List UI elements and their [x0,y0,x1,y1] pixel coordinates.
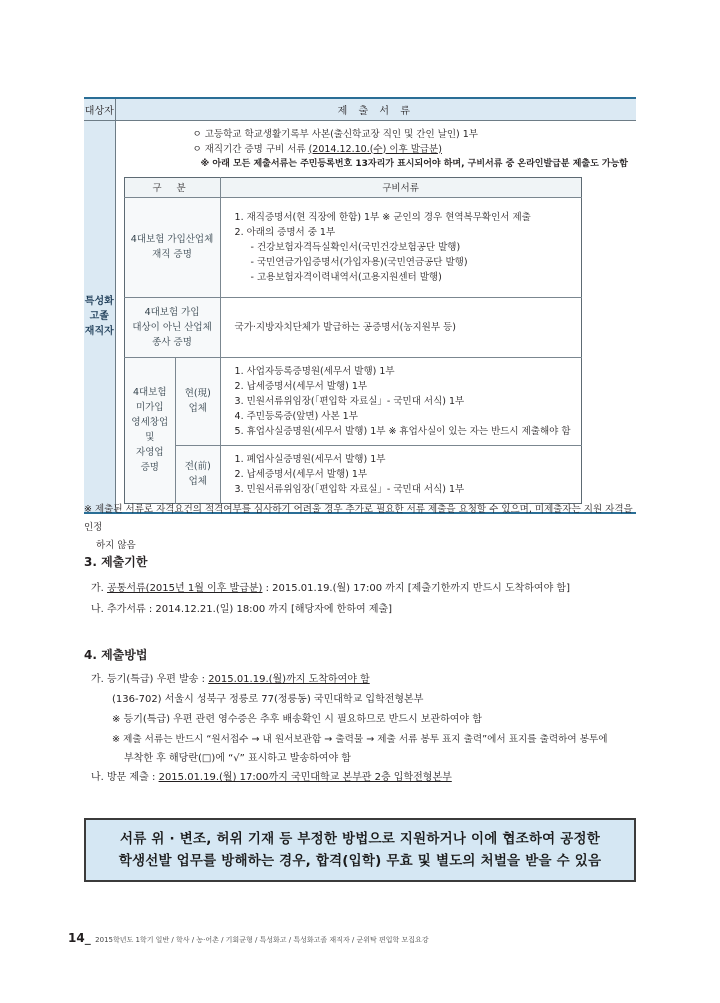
deadline-common: 가. 공통서류(2015년 1월 이후 발급분) : 2015.01.19.(월) 17:00 까지 [제출기한까지 반드시 도착하여야 함] [91,583,570,594]
page-footer: 14_ 2015학년도 1학기 일반 / 학사 / 농·어촌 / 기회균형 / 특성화고 / 특성화고졸 재직자 / 군위탁 편입학 모집요강 [68,931,429,945]
inner-documents-table [124,177,582,504]
method-address: (136-702) 서울시 성북구 정릉로 77(정릉동) 국민대학교 입학전형본부 [112,694,424,705]
header-documents: 제 출 서 류 [115,98,636,120]
table-footnote: ※ 제출된 서류로 자격요건의 적격여부를 심사하기 어려울 경우 추가로 필요한 서류 제출을 요청할 수 있으며, 미제출자는 지원 자격을 인정 하지 않음 [84,504,633,551]
subcategory-current: 현(現) 업체 [176,357,221,445]
header-target: 대상자 [84,98,115,120]
inner-header-category: 구 분 [124,177,220,197]
category-uninsured: 4대보험 가입 대상이 아닌 산업체 종사 증명 [124,297,220,357]
target-cell: 특성화 고졸 재직자 [84,120,115,513]
doc-line-transcript: ㅇ 고등학교 학교생활기록부 사본(출신학교장 직인 및 간인 날인) 1부 [192,128,478,140]
list-insured: 1. 재직증명서(현 직장에 한함) 1부 ※ 군인의 경우 현역복무확인서 제출 2. 아래의 증명서 중 1부 - 건강보험자격득실확인서(국민건강보험공단 발행) - 국민연금가입증명서(가입자용)(국민연금공단 발행) - 고용보험자격이력내역서(고용지원센터 발행) [220,197,581,297]
category-self-employed: 4대보험 미가입 영세창업 및 자영업 증명 [124,357,175,503]
doc-line-employment: ㅇ 재직기간 증명 구비 서류 (2014.12.10.(수) 이후 발급분) [192,143,442,155]
method-note-cover: ※ 제출 서류는 반드시 “원서접수 → 내 원서보관함 → 출력물 → 제출 서류 봉투 표지 출력”에서 표지를 출력하여 봉투에 [112,734,608,745]
list-uninsured: 국가·지방자치단체가 발급하는 공증명서(농지원부 등) [220,297,581,357]
method-mail: 가. 등기(특급) 우편 발송 : 2015.01.19.(월)까지 도착하여야 함 [91,674,370,685]
list-current: 1. 사업자등록증명원(세무서 발행) 1부 2. 납세증명서(세무서 발행) 1부 3. 민원서류위임장(「편입학 자료실」- 국민대 서식) 1부 4. 주민등록증(앞면) 사본 1부 5. 휴업사실증명원(세무서 발행) 1부 ※ 휴업사실이 있는 자는 반드시 제출해야 함 [220,357,581,445]
doc-line-notice: ※ 아래 모든 제출서류는 주민등록번호 13자리가 표시되어야 하며, 구비서류 중 온라인발급분 제출도 가능함 [200,158,628,169]
category-insured: 4대보험 가입산업체 재직 증명 [124,197,220,297]
list-former: 1. 폐업사실증명원(세무서 발행) 1부 2. 납세증명서(세무서 발행) 1부 3. 민원서류위임장(「편입학 자료실」- 국민대 서식) 1부 [220,445,581,503]
method-note-cover-2: 부착한 후 해당란(□)에 “√” 표시하고 발송하여야 함 [124,753,351,764]
method-note-receipt: ※ 등기(특급) 우편 관련 영수증은 추후 배송확인 시 필요하므로 반드시 보관하여야 함 [112,714,482,725]
section-method-title: 4. 제출방법 [84,648,148,662]
page-number: 14 [68,931,85,945]
inner-header-docs: 구비서류 [220,177,581,197]
subcategory-former: 전(前) 업체 [176,445,221,503]
documents-cell [115,120,636,513]
method-visit: 나. 방문 제출 : 2015.01.19.(월) 17:00까지 국민대학교 본부관 2층 입학전형본부 [91,772,452,783]
section-deadline-title: 3. 제출기한 [84,555,148,569]
footer-text: 2015학년도 1학기 일반 / 학사 / 농·어촌 / 기회균형 / 특성화고 / 특성화고졸 재직자 / 군위탁 편입학 모집요강 [95,936,429,944]
requirements-table [84,97,636,514]
deadline-additional: 나. 추가서류 : 2014.12.21.(일) 18:00 까지 [해당자에 한하여 제출] [91,604,393,615]
warning-box: 서류 위 · 변조, 허위 기재 등 부정한 방법으로 지원하거나 이에 협조하여 공정한 학생선발 업무를 방해하는 경우, 합격(입학) 무효 및 별도의 처벌을 받을 수 있음 [84,818,636,882]
